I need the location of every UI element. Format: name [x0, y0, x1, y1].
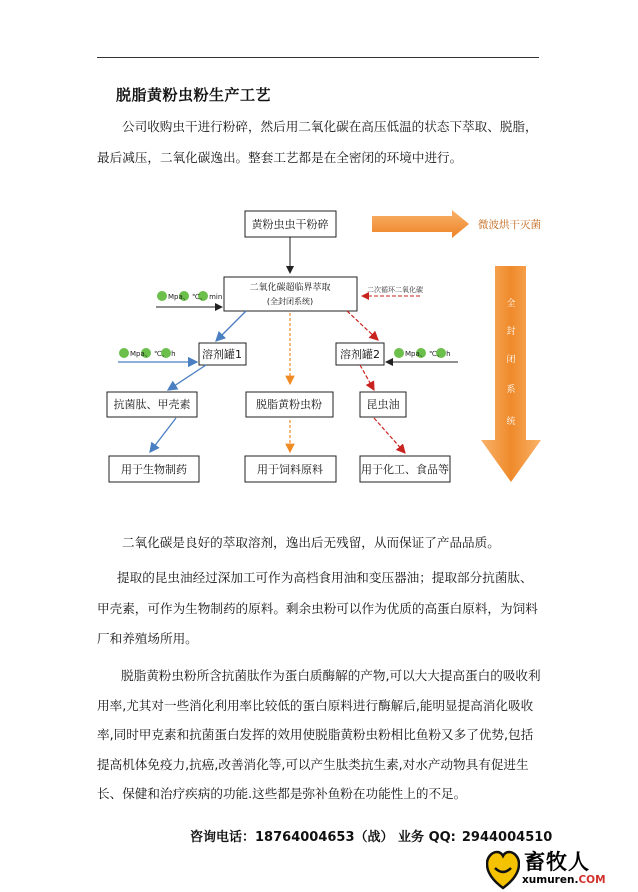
contact-qq: 2944004510 [461, 830, 553, 845]
brand-en-suffix: COM [578, 874, 606, 886]
sealed-char: 封 [506, 327, 516, 337]
sealed-char: 统 [506, 417, 516, 427]
contact-phone: 18764004653（战） [255, 830, 394, 845]
arrow-tank2-out [360, 365, 374, 390]
arrow-extract-tank2 [347, 311, 378, 340]
paragraph-co2: 二氧化碳是良好的萃取溶剂，逸出后无残留，从而保证了产品品质。 [122, 535, 500, 550]
microwave-arrow [372, 210, 469, 238]
intro-paragraph: 公司收购虫干进行粉碎，然后用二氧化碳在高压低温的状态下萃取、脱脂，最后减压，二氧化碳逸出。整套工艺都是在全密闭的环境中进行。 [97, 119, 538, 165]
output-powder-label: 脱脂黄粉虫粉 [256, 398, 322, 411]
arrow-tank1-out [168, 365, 206, 390]
param-dot-icon [119, 348, 129, 358]
crush-label: 黄粉虫虫干粉碎 [251, 218, 329, 231]
param-dot-icon [157, 291, 167, 301]
page-title: 脱脂黄粉虫粉生产工艺 [116, 86, 272, 104]
output-oil-label: 昆虫油 [366, 398, 400, 411]
contact-label: 咨询电话： [190, 830, 256, 845]
microwave-label: 微波烘干灭菌 [478, 219, 541, 231]
param-dot-icon [394, 348, 404, 358]
contact-qq-label: 业务 QQ: [398, 830, 456, 845]
contact-line [190, 826, 552, 845]
heart-logo-icon [486, 850, 520, 892]
params-mid: Mpa、 ℃、 h [130, 350, 176, 358]
tank1-label: 溶剂罐1 [202, 348, 242, 361]
arrow-extract-tank1 [216, 311, 246, 341]
use-feed-label: 用于饲料原料 [257, 463, 323, 476]
sealed-char: 系 [506, 385, 516, 395]
arrow-oil-use [374, 418, 405, 453]
output-peptide-label: 抗菌肽、甲壳素 [113, 398, 191, 411]
brand-en-main: xumuren. [522, 874, 579, 886]
paragraph-peptide: 脱脂黄粉虫粉所含抗菌肽作为蛋白质酶解的产物,可以大大提高蛋白的吸收利用率,尤其对一些消化利用率比较低的蛋白原料进行酶解后,能明显提高消化吸收率,同时甲克素和抗菌蛋白发挥的效用使脱脂黄粉虫粉相比鱼粉又多了优势,包括提高机体免疫力,抗癌,改善消化等,可以产生肽类抗生素,对水产动物具有促进生长、保健和治疗疾病的功能.这些都是弥补鱼粉在功能性上的不足。 [97, 668, 541, 802]
brand-cn: 畜牧人 [524, 850, 590, 874]
extraction-sub: (全封闭系统) [266, 297, 314, 306]
paragraph-oil: 提取的昆虫油经过深加工可作为高档食用油和变压器油；提取部分抗菌肽、甲壳素，可作为生物制药的原料。剩余虫粉可以作为优质的高蛋白原料，为饲料厂和养殖场所用。 [97, 570, 538, 646]
use-chem-label: 用于化工、食品等 [361, 463, 449, 476]
params-left: Mpa、 ℃、 min [168, 293, 223, 301]
brand-en [522, 874, 606, 886]
recycle-label: 二次循环二氧化碳 [367, 286, 423, 294]
extraction-label: 二氧化碳超临界萃取 [249, 283, 331, 293]
sealed-char: 全 [506, 299, 516, 309]
sealed-char: 闭 [506, 355, 516, 365]
arrow-peptide-use [150, 418, 176, 452]
params-right: Mpa、 ℃、 h [405, 350, 451, 358]
use-pharma-label: 用于生物制药 [121, 463, 187, 476]
tank2-label: 溶剂罐2 [340, 348, 380, 361]
